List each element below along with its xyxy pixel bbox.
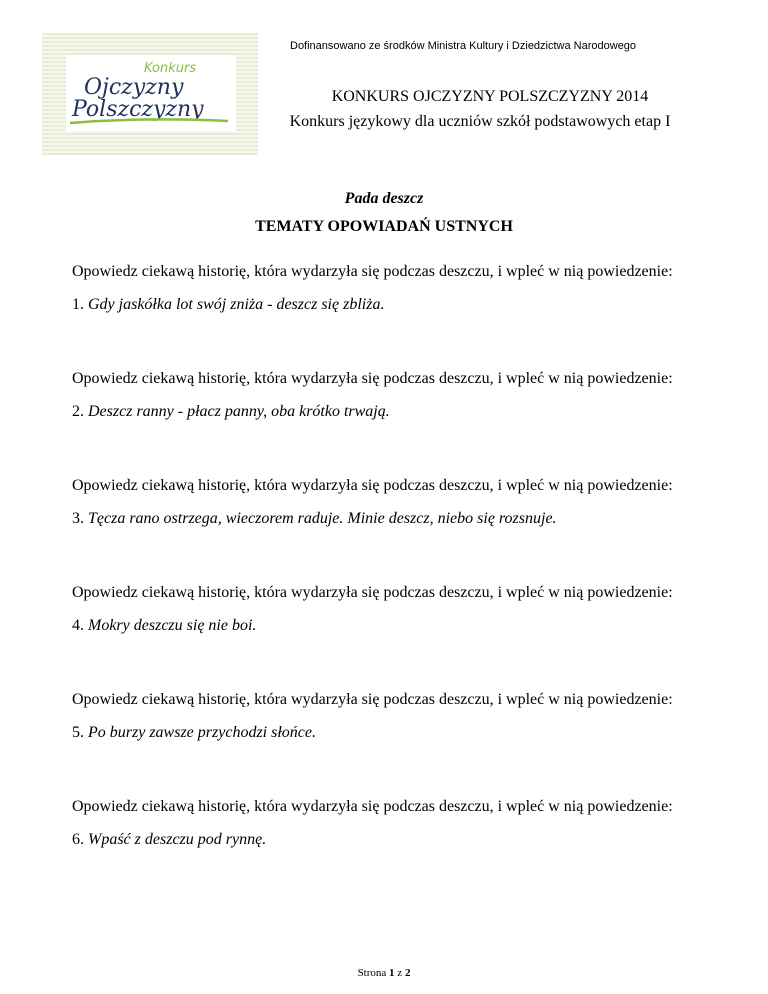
footer-prefix: Strona [357,967,387,979]
topic-title: Pada deszcz [344,190,424,207]
topic-item [72,797,712,904]
section-heading: TEMATY OPOWIADAŃ USTNYCH [255,218,513,235]
instruction-text: Opowiedz ciekawą historię, która wydarzyła się podczas deszczu, i wpleć w nią powiedzenie: [72,370,673,387]
contest-title: KONKURS OJCZYZNY POLSZCZYZNY 2014 [331,88,649,105]
topic-item [72,476,712,583]
item-number: 1. [72,296,84,313]
proverb-text: Mokry deszczu się nie boi. [88,617,257,634]
logo-line1: Konkurs [144,61,197,76]
proverb-line [72,723,712,742]
contest-logo [66,55,236,131]
topic-item [72,262,712,369]
proverb-line [72,402,712,421]
topic-item [72,690,712,797]
proverb-line [72,295,712,314]
contest-subtitle: Konkurs językowy dla uczniów szkół podstawowych etap I [289,113,671,130]
proverb-text: Wpaść z deszczu pod rynnę. [88,831,267,848]
instruction-text: Opowiedz ciekawą historię, która wydarzyła się podczas deszczu, i wpleć w nią powiedzenie: [72,477,673,494]
proverb-line [72,509,712,528]
proverb-line [72,830,712,849]
proverb-text: Tęcza rano ostrzega, wieczorem raduje. Minie deszcz, niebo się rozsnuje. [88,510,557,527]
page-footer [0,967,768,979]
footer-total: 2 [404,967,411,979]
funding-note: Dofinansowano ze środków Ministra Kultury i Dziedzictwa Narodowego [290,40,637,52]
proverb-text: Deszcz ranny - płacz panny, oba krótko trwają. [88,403,390,420]
instruction-text: Opowiedz ciekawą historię, która wydarzyła się podczas deszczu, i wpleć w nią powiedzenie: [72,798,673,815]
proverb-text: Po burzy zawsze przychodzi słońce. [88,724,316,741]
topic-item [72,583,712,690]
logo-line2: Ojczyzny [84,75,184,100]
footer-of: z [397,967,403,979]
item-number: 3. [72,510,84,527]
item-number: 4. [72,617,84,634]
instruction-text: Opowiedz ciekawą historię, która wydarzyła się podczas deszczu, i wpleć w nią powiedzenie: [72,584,673,601]
proverb-line [72,616,712,635]
item-number: 6. [72,831,84,848]
footer-page: 1 [389,967,395,979]
topic-list [72,262,712,904]
topic-item [72,369,712,476]
instruction-text: Opowiedz ciekawą historię, która wydarzyła się podczas deszczu, i wpleć w nią powiedzenie: [72,691,673,708]
item-number: 5. [72,724,84,741]
item-number: 2. [72,403,84,420]
proverb-text: Gdy jaskółka lot swój zniża - deszcz się zbliża. [88,296,385,313]
instruction-text: Opowiedz ciekawą historię, która wydarzyła się podczas deszczu, i wpleć w nią powiedzenie: [72,263,673,280]
logo-line3: Polszczyzny [72,97,204,122]
